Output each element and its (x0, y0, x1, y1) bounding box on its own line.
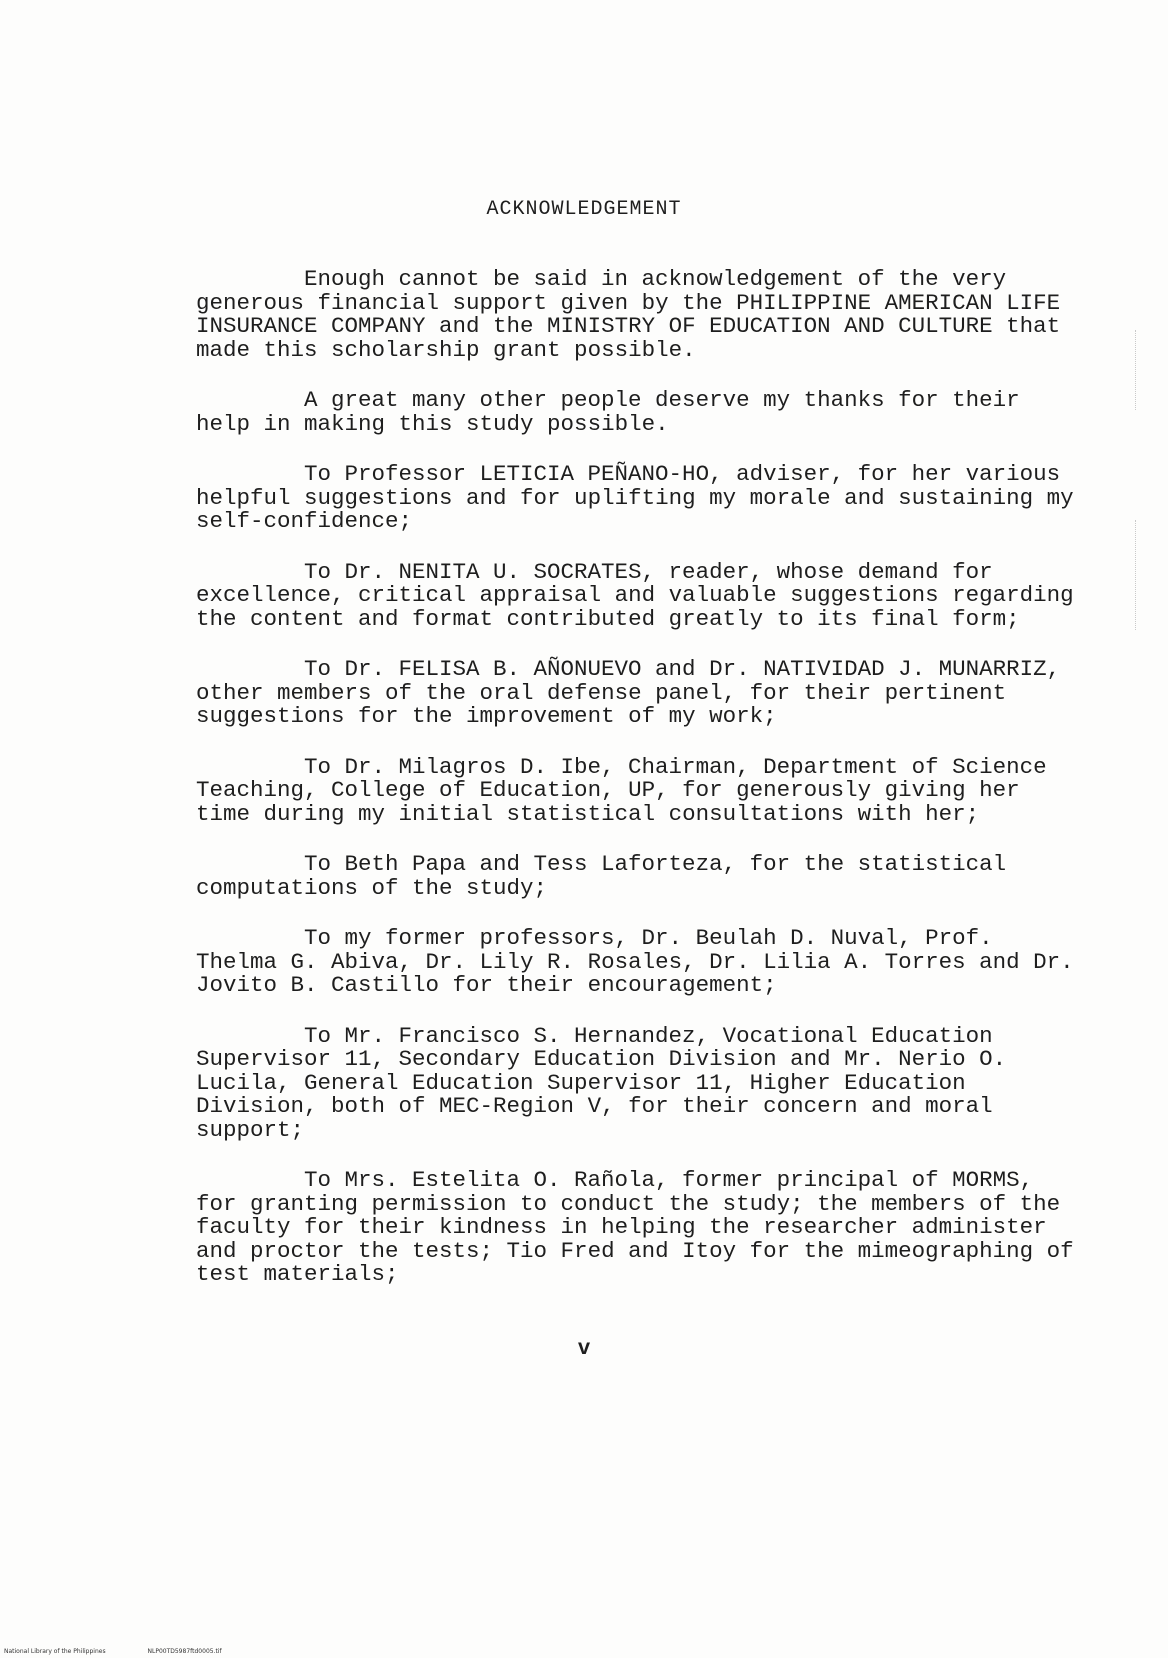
paragraph-4: To Dr. NENITA U. SOCRATES, reader, whose demand for excellence, critical appraisal and valuable suggestions regarding the content and format contributed greatly to its final form; (196, 558, 1074, 632)
file-identifier: NLP00TD5987ftd0005.tif (147, 1648, 222, 1655)
scan-footer (4, 1648, 262, 1655)
paragraph-7: To Beth Papa and Tess Laforteza, for the statistical computations of the study; (196, 851, 1007, 901)
paragraph-3: To Professor LETICIA PEÑANO-HO, adviser, for her various helpful suggestions and for uplifting my morale and sustaining my self-confidence; (196, 461, 1074, 534)
paragraph-10: To Mrs. Estelita O. Rañola, former principal of MORMS, for granting permission to conduct the study; the members of the faculty for their kindness in helping the researcher administer and proctor the tests; Tio Fred and Itoy for the mimeographing of test materials; (196, 1167, 1074, 1287)
scan-artifact-mark (1135, 520, 1138, 630)
library-credit: National Library of the Philippines (4, 1648, 106, 1655)
page-number: v (577, 1338, 591, 1361)
paragraph-1: Enough cannot be said in acknowledgement of the very generous financial support given by the PHILIPPINE AMERICAN LIFE INSURANCE COMPANY and the MINISTRY OF EDUCATION AND CULTURE that made this scholarship grant possible. (196, 266, 1061, 363)
scan-artifact-mark (1135, 330, 1138, 410)
acknowledgement-body (196, 268, 1076, 1314)
paragraph-8: To my former professors, Dr. Beulah D. Nuval, Prof. Thelma G. Abiva, Dr. Lily R. Rosales, Dr. Lilia A. Torres and Dr. Jovito B. Castillo for their encouragement; (196, 925, 1074, 998)
paragraph-2: A great many other people deserve my thanks for their help in making this study possible. (196, 387, 1020, 437)
paragraph-9: To Mr. Francisco S. Hernandez, Vocational Education Supervisor 11, Secondary Education Division and Mr. Nerio O. Lucila, General Education Supervisor 11, Higher Education Division, both of MEC-Region V, for their concern and moral support; (196, 1022, 1007, 1143)
paragraph-6: To Dr. Milagros D. Ibe, Chairman, Department of Science Teaching, College of Education, UP, for generously giving her time during my initial statistical consultations with her; (196, 753, 1047, 827)
paragraph-5: To Dr. FELISA B. AÑONUEVO and Dr. NATIVIDAD J. MUNARRIZ, other members of the oral defense panel, for their pertinent suggestions for the improvement of my work; (196, 656, 1061, 729)
page-title: ACKNOWLEDGEMENT (486, 198, 682, 221)
